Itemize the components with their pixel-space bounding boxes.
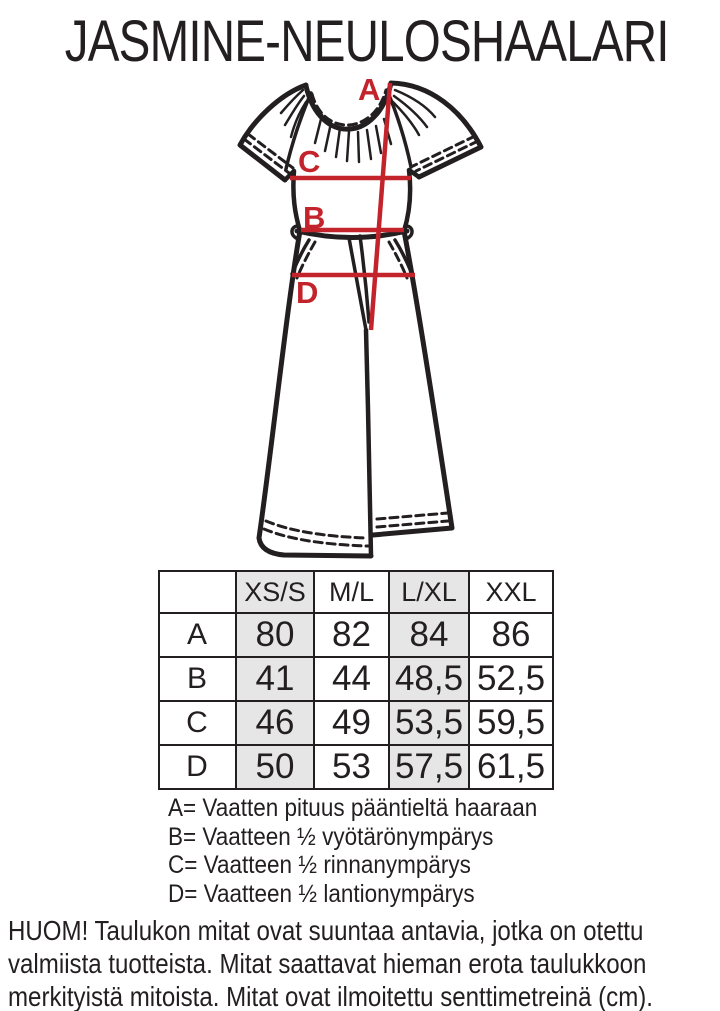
value-b-ml: 44 [314, 657, 389, 701]
value-c-lxl: 53,5 [389, 701, 469, 745]
measurement-label-a: A [358, 72, 381, 107]
corner-cell [159, 571, 236, 613]
size-col-header-xxl: XXL [469, 571, 553, 613]
disclaimer-note [8, 914, 653, 1011]
value-b-lxl: 48,5 [389, 657, 469, 701]
row-label-c: C [159, 701, 236, 745]
measurement-label-c: C [298, 144, 321, 179]
note-line-2: valmiista tuotteista. Mitat saattavat hieman erota taulukkoon [8, 948, 647, 979]
value-d-ml: 53 [314, 745, 389, 789]
value-c-xss: 46 [236, 701, 314, 745]
value-c-xxl: 59,5 [469, 701, 553, 745]
value-b-xxl: 52,5 [469, 657, 553, 701]
table-row-c [159, 701, 553, 745]
legend-line-b: B= Vaatteen ½ vyötärönympärys [168, 822, 494, 851]
value-a-xss: 80 [236, 613, 314, 657]
value-a-ml: 82 [314, 613, 389, 657]
measurement-legend [168, 794, 537, 908]
size-table [158, 570, 554, 790]
note-line-3: merkityistä mitoista. Mitat ovat ilmoitettu senttimetreinä (cm). [8, 981, 653, 1011]
value-a-xxl: 86 [469, 613, 553, 657]
legend-line-a: A= Vaatten pituus pääntieltä haaraan [168, 794, 538, 822]
measurement-label-d: D [296, 275, 319, 310]
table-row-d [159, 745, 553, 789]
value-d-xxl: 61,5 [469, 745, 553, 789]
value-c-ml: 49 [314, 701, 389, 745]
value-b-xss: 41 [236, 657, 314, 701]
size-col-header-xss: XS/S [236, 571, 314, 613]
legend-line-d: D= Vaatteen ½ lantionympärys [168, 879, 475, 908]
table-row-b [159, 657, 553, 701]
legend-line-c: C= Vaatteen ½ rinnanympärys [168, 851, 471, 879]
value-d-xss: 50 [236, 745, 314, 789]
value-a-lxl: 84 [389, 613, 469, 657]
measurement-label-b: B [303, 200, 326, 235]
row-label-b: B [159, 657, 236, 701]
garment-illustration [240, 83, 481, 556]
table-row-a [159, 613, 553, 657]
row-label-d: D [159, 745, 236, 789]
row-label-a: A [159, 613, 236, 657]
value-d-lxl: 57,5 [389, 745, 469, 789]
size-col-header-ml: M/L [314, 571, 389, 613]
page-title: JASMINE-NEULOSHAALARI [64, 9, 669, 74]
size-table-header-row [159, 571, 553, 613]
note-line-1: HUOM! Taulukon mitat ovat suuntaa antavia, jotka on otettu [8, 915, 644, 946]
size-col-header-lxl: L/XL [389, 571, 469, 613]
